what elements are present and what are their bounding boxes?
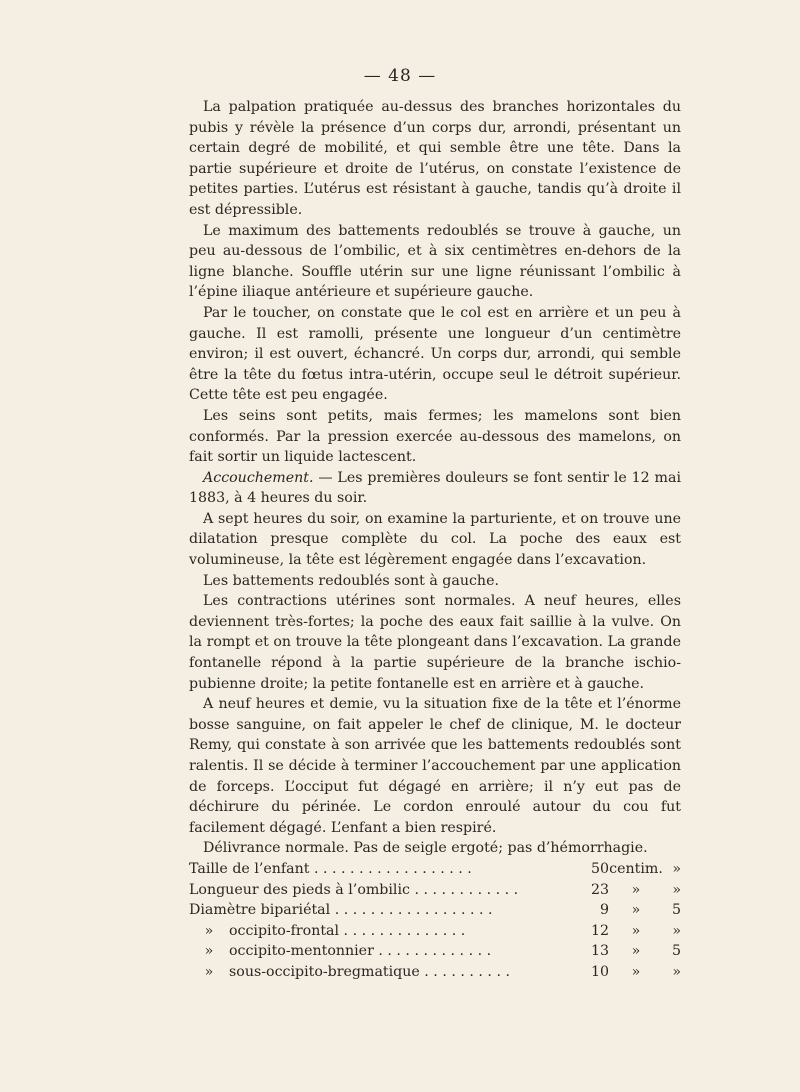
paragraph: A sept heures du soir, on examine la parturiente, et on trouve une dilatation presque complète du col. La poche des eaux est volumineuse, la tête est légèrement engagée dans l’excavation. bbox=[189, 510, 681, 569]
measure-fraction: » bbox=[672, 881, 681, 898]
paragraph: Par le toucher, on constate que le col est en arrière et un peu à gauche. Il est ramolli, présente une longueur d’un centimètre environ; il est ouvert, échancré. Un corps dur, arrondi, qui semble être la tête du fœtus intra-utérin, occupe seul le détroit supérieur. Cette tête est peu engagée. bbox=[189, 304, 681, 404]
measure-value: 50 bbox=[590, 860, 609, 877]
measure-value: 12 bbox=[590, 922, 609, 939]
measure-unit: » bbox=[631, 881, 641, 898]
ditto-mark: » bbox=[204, 922, 214, 939]
measure-unit: » bbox=[631, 922, 641, 939]
measure-label: » sous-occipito-bregmatique . . . . . . . . . . bbox=[189, 962, 579, 983]
paragraph: La palpation pratiquée au-dessus des branches horizontales du pubis y révèle la présence d’un corps dur, arrondi, présentant un certain degré de mobilité, et qui semble être une tête. Dans la partie supérieure et droite de l’utérus, on constate l’existence de petites parties. L’utérus est résistant à gauche, tandis qu’à droite il est dépressible. bbox=[189, 99, 681, 218]
paragraph: Le maximum des battements redoublés se trouve à gauche, un peu au-dessous de l’ombilic, et à six centimètres en-dehors de la ligne blanche. Souffle utérin sur une ligne réunissant l’ombilic à l’épine iliaque antérieure et supérieure gauche. bbox=[189, 222, 681, 301]
page-body bbox=[189, 97, 681, 983]
measure-value: 23 bbox=[590, 881, 609, 898]
measurements-table bbox=[189, 859, 681, 983]
measure-unit: » bbox=[631, 943, 641, 960]
table-row bbox=[189, 941, 681, 962]
measure-fraction: » bbox=[672, 860, 681, 877]
measure-label: » occipito-mentonnier . . . . . . . . . . . . . bbox=[189, 941, 579, 962]
table-row bbox=[189, 921, 681, 942]
table-row bbox=[189, 962, 681, 983]
measure-fraction: » bbox=[672, 922, 681, 939]
measure-unit: » bbox=[631, 963, 641, 980]
page-number: — 48 — bbox=[363, 66, 437, 86]
measure-fraction: » bbox=[672, 963, 681, 980]
measure-label: Diamètre bipariétal . . . . . . . . . . . . . . . . . . bbox=[189, 902, 493, 919]
table-row bbox=[189, 900, 681, 921]
paragraph: Les seins sont petits, mais fermes; les mamelons sont bien conformés. Par la pression exercée au-dessous des mamelons, on fait sortir un liquide lactescent. bbox=[189, 407, 681, 466]
measure-value: 13 bbox=[590, 943, 609, 960]
paragraph: Les contractions utérines sont normales. A neuf heures, elles deviennent très-fortes; la poche des eaux fait saillie à la vulve. On la rompt et on trouve la tête plongeant dans l’excavation. La grande fontanelle répond à la partie supérieure de la branche ischio-pubienne droite; la petite fontanelle est en arrière et à gauche. bbox=[189, 593, 681, 692]
accouchement-paragraph bbox=[189, 468, 681, 509]
measure-fraction: 5 bbox=[671, 902, 681, 919]
ditto-mark: » bbox=[204, 963, 214, 980]
measure-unit: » bbox=[631, 902, 641, 919]
measure-label: Taille de l’enfant . . . . . . . . . . . . . . . . . . bbox=[189, 860, 472, 877]
measure-unit: centim. bbox=[609, 860, 663, 877]
measure-label: » occipito-frontal . . . . . . . . . . . . . . bbox=[189, 921, 579, 942]
accouchement-text: — Les premières douleurs se font sentir le 12 mai 1883, à 4 heures du soir. bbox=[189, 469, 681, 507]
table-row bbox=[189, 880, 681, 901]
section-heading: Accouchement. bbox=[203, 469, 314, 486]
paragraph: Les battements redoublés sont à gauche. bbox=[203, 572, 499, 589]
table-row bbox=[189, 859, 681, 880]
paragraph: A neuf heures et demie, vu la situation fixe de la tête et l’énorme bosse sanguine, on fait appeler le chef de clinique, M. le docteur Remy, qui constate à son arrivée que les battements redoublés sont ralentis. Il se décide à terminer l’accouchement par une application de forceps. L’occiput fut dégagé en arrière; il n’y eut pas de déchirure du périnée. Le cordon enroulé autour du cou fut facilement dégagé. L’enfant a bien respiré. bbox=[189, 696, 681, 836]
paragraph: Délivrance normale. Pas de seigle ergoté; pas d’hémorrhagie. bbox=[203, 840, 648, 857]
measure-label: Longueur des pieds à l’ombilic . . . . . . . . . . . . bbox=[189, 881, 519, 898]
measure-value: 9 bbox=[599, 902, 609, 919]
measure-fraction: 5 bbox=[671, 943, 681, 960]
ditto-mark: » bbox=[204, 943, 214, 960]
measure-value: 10 bbox=[590, 963, 609, 980]
